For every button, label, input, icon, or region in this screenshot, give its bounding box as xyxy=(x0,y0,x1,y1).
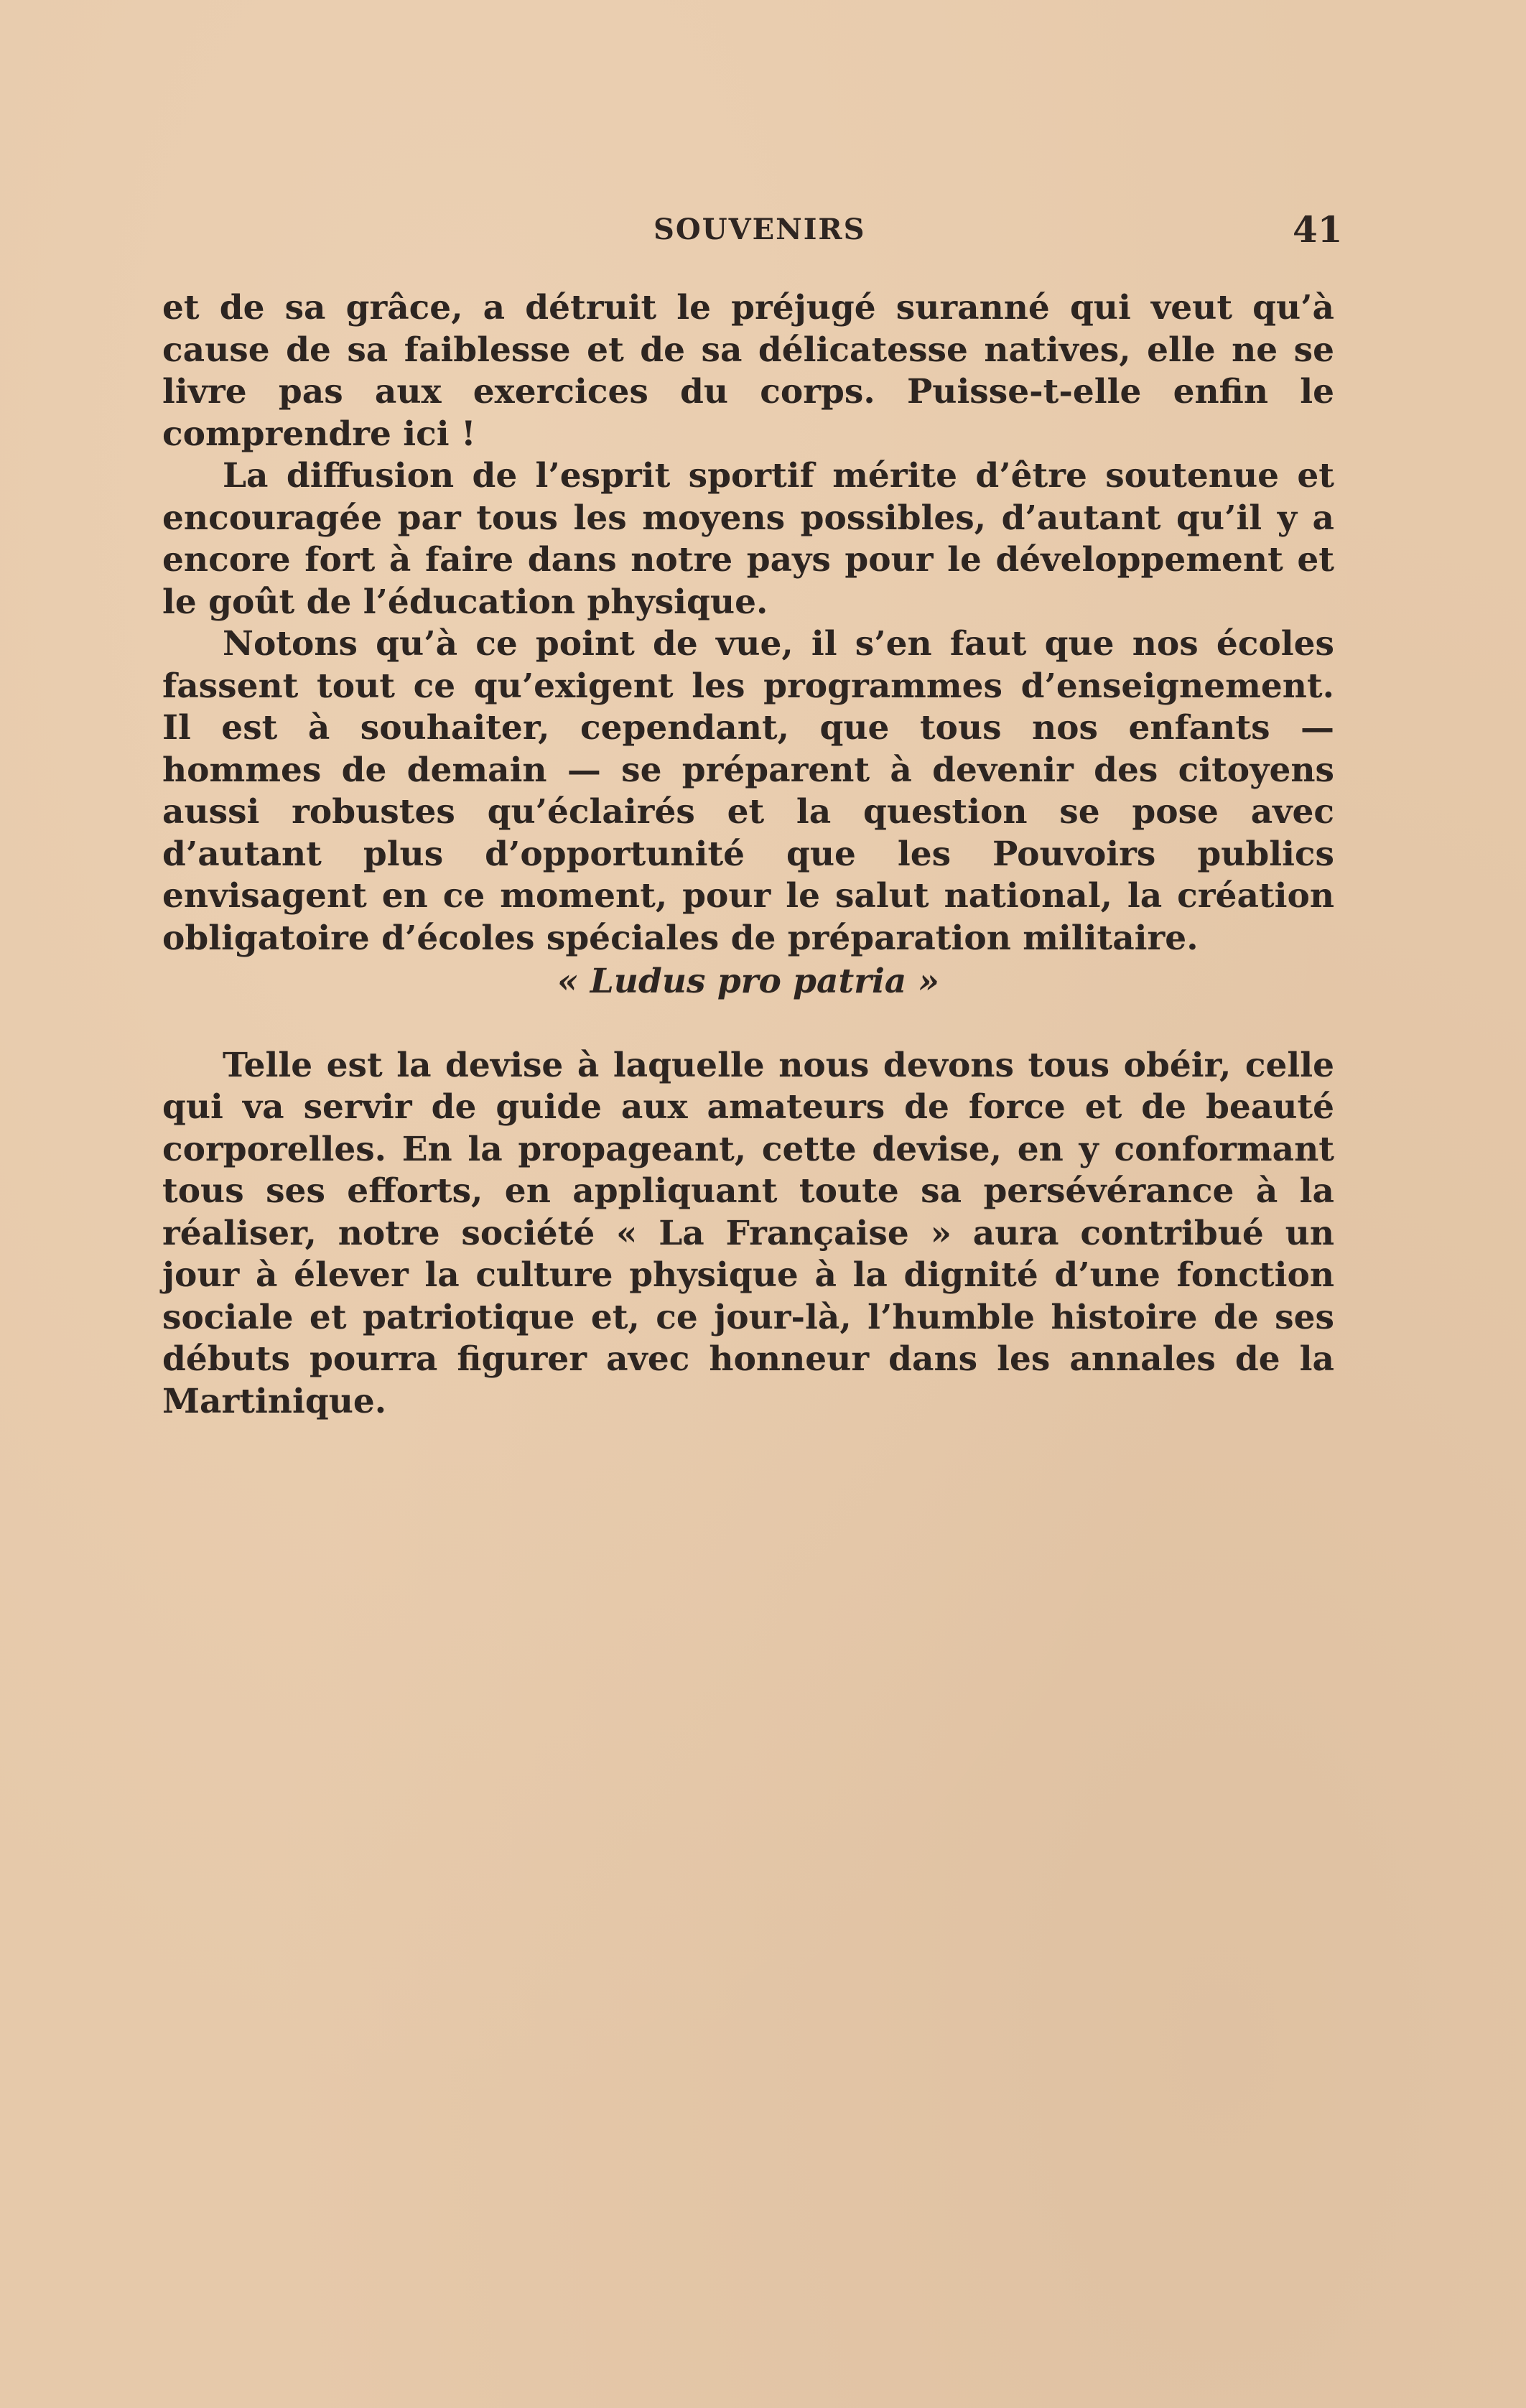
paragraph-schools: Notons qu’à ce point de vue, il s’en faut que nos écoles fassent tout ce qu’exigent les programmes d’enseignement. Il est à souhaiter, cependant, que tous nos enfants — hommes de demain — se préparent à devenir des citoyens aussi robustes qu’éclairés et la question se pose avec d’autant plus d’opportunité que les Pouvoirs publics envisagent en ce moment, pour le salut national, la création obligatoire d’écoles spéciales de préparation militaire. xyxy=(162,624,1334,958)
body-text xyxy=(162,287,1334,1423)
running-title: SOUVENIRS xyxy=(653,213,866,246)
paragraph-closing: Telle est la devise à laquelle nous devons tous obéir, celle qui va servir de guide aux amateurs de force et de beauté corporelles. En la propageant, cette devise, en y conformant tous ses efforts, en appliquant toute sa persévérance à la réaliser, notre société « La Française » aura contribué un jour à élever la culture physique à la dignité d’une fonction sociale et patriotique et, ce jour-là, l’humble histoire de ses débuts pourra figurer avec honneur dans les annales de la Martinique. xyxy=(162,1045,1334,1421)
page-number: 41 xyxy=(1293,208,1343,251)
paragraph-continuation: et de sa grâce, a détruit le préjugé suranné qui veut qu’à cause de sa faiblesse et de sa délicatesse natives, elle ne se livre pas aux exercices du corps. Puisse-t-elle enfin le comprendre ici ! xyxy=(162,288,1334,454)
running-head xyxy=(0,208,1526,256)
paragraph-sport-diffusion: La diffusion de l’esprit sportif mérite d’être soutenue et encouragée par tous les moyens possibles, d’autant qu’il y a encore fort à faire dans notre pays pour le développement et le goût de l’éducation physique. xyxy=(162,456,1334,622)
motto: « Ludus pro patria » xyxy=(557,962,939,1001)
